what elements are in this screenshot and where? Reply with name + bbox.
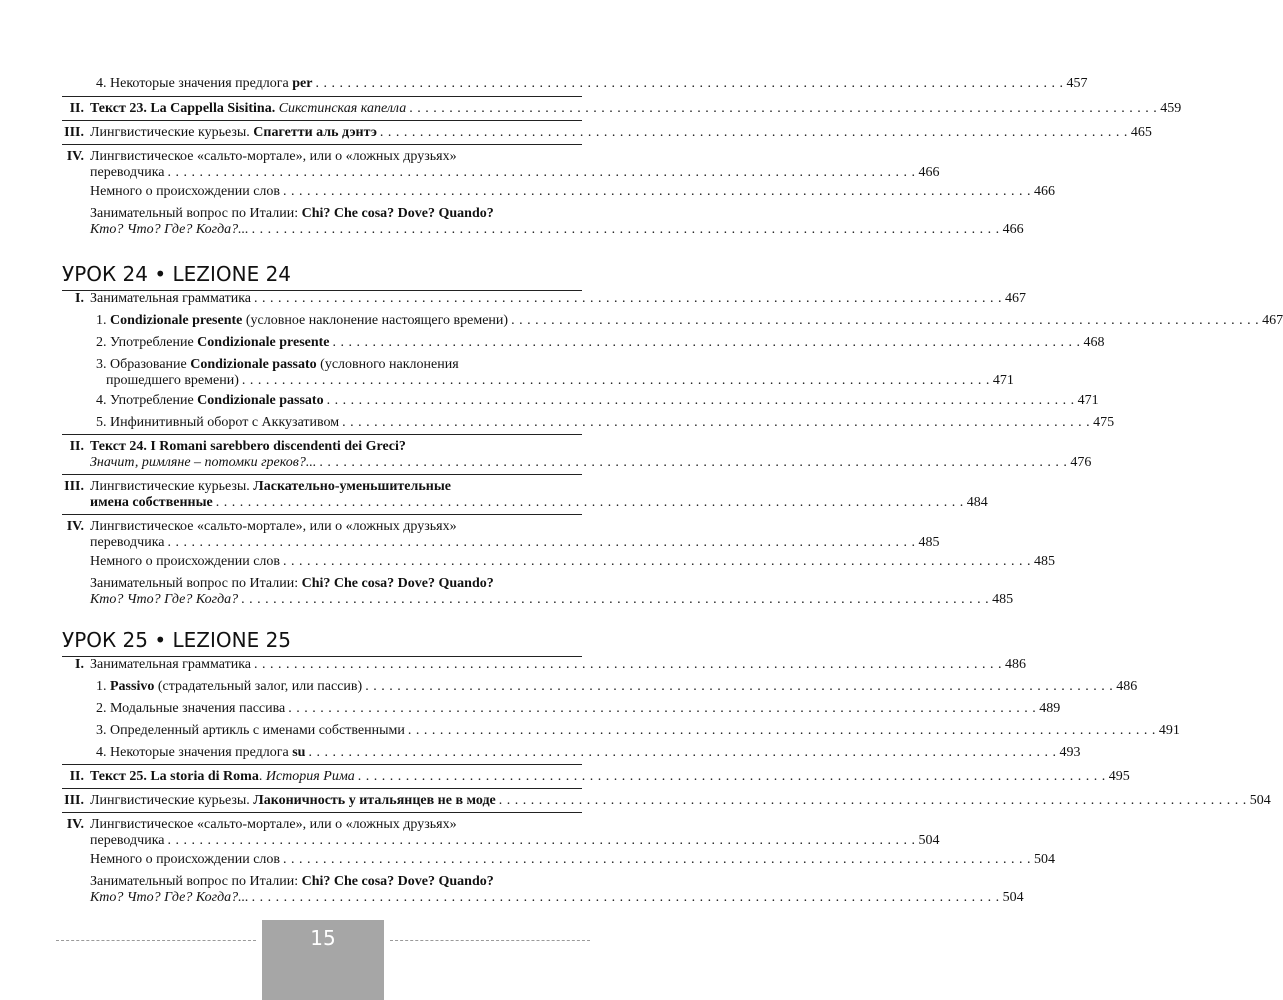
- page-ref: 467: [1262, 313, 1283, 328]
- page-ref: 504: [918, 833, 940, 848]
- toc-entry: IV. Лингвистическое «сальто-мортале», или о «ложных друзьях» переводчика . . . 485: [62, 514, 582, 551]
- page-ref: 457: [1066, 76, 1088, 91]
- toc-entry: 4. Некоторые значения предлога per . . . 457: [62, 76, 582, 92]
- toc-entry: III. Лингвистические курьезы. Ласкательно-уменьшительные имена собственные . . . 484: [62, 474, 582, 511]
- toc-entry: 3. Образование Condizionale passato (условного наклонения прошедшего времени) . . . 471: [62, 357, 582, 389]
- toc-entry: 1. Passivo (страдательный залог, или пассив) . . . 486: [62, 679, 582, 695]
- toc-entry: II. Текст 24. I Romani sarebbero discendenti dei Greci? Значит, римляне – потомки греков?... . . . 476: [62, 434, 582, 471]
- toc-entry: 4. Некоторые значения предлога su . . . 493: [62, 745, 582, 761]
- page-ref: 459: [1160, 101, 1182, 116]
- page-ref: 467: [1005, 291, 1027, 306]
- page-ref: 493: [1059, 745, 1081, 760]
- page-number-box: [262, 920, 384, 1000]
- toc-entry: Занимательный вопрос по Италии: Chi? Che cosa? Dove? Quando? Кто? Что? Где? Когда? . . . 485: [62, 576, 582, 608]
- page-ref: 491: [1158, 723, 1180, 738]
- page-ref: 475: [1093, 415, 1115, 430]
- page-ref: 466: [1002, 222, 1024, 237]
- page-ref: 504: [1002, 890, 1024, 905]
- page-ref: 485: [992, 592, 1014, 607]
- page-ref: 486: [1116, 679, 1138, 694]
- page-ref: 495: [1108, 769, 1130, 784]
- toc-entry: II. Текст 23. La Cappella Sisitina. Сикстинская капелла . . . 459: [62, 96, 582, 117]
- page-ref: 485: [918, 535, 940, 550]
- page-ref: 471: [1077, 393, 1099, 408]
- toc-entry: Занимательный вопрос по Италии: Chi? Che cosa? Dove? Quando? Кто? Что? Где? Когда?... . . . 466: [62, 206, 582, 238]
- page-number: 15: [310, 926, 336, 950]
- toc-entry: 2. Употребление Condizionale presente . . . 468: [62, 335, 582, 351]
- toc-entry: Немного о происхождении слов . . . 466: [62, 184, 582, 200]
- page-ref: 486: [1005, 657, 1027, 672]
- lesson-title: УРОК 25 • LEZIONE 25: [62, 628, 582, 657]
- toc-entry: III. Лингвистические курьезы. Спагетти аль дэнтэ . . . 465: [62, 120, 582, 141]
- toc-entry: Немного о происхождении слов . . . 504: [62, 852, 582, 868]
- page-ref: 468: [1083, 335, 1105, 350]
- toc-entry: Занимательный вопрос по Италии: Chi? Che cosa? Dove? Quando? Кто? Что? Где? Когда?... . . . 504: [62, 874, 582, 906]
- toc-entry: Немного о происхождении слов . . . 485: [62, 554, 582, 570]
- page-ref: 476: [1070, 455, 1092, 470]
- footer-divider-left: [56, 940, 256, 941]
- page-ref: 466: [918, 165, 940, 180]
- toc-entry: IV. Лингвистическое «сальто-мортале», или о «ложных друзьях» переводчика . . . 504: [62, 812, 582, 849]
- page-ref: 504: [1034, 852, 1055, 867]
- page-ref: 466: [1034, 184, 1055, 199]
- toc-entry: 1. Condizionale presente (условное наклонение настоящего времени) . . . 467: [62, 313, 582, 329]
- page-ref: 504: [1249, 793, 1271, 808]
- toc-entry: 3. Определенный артикль с именами собственными . . . 491: [62, 723, 582, 739]
- page-ref: 484: [966, 495, 988, 510]
- page-ref: 465: [1130, 125, 1152, 140]
- page-ref: 489: [1039, 701, 1061, 716]
- toc-entry: 5. Инфинитивный оборот с Аккузативом . . . 475: [62, 415, 582, 431]
- toc-entry: 4. Употребление Condizionale passato . . . 471: [62, 393, 582, 409]
- lesson-title: УРОК 24 • LEZIONE 24: [62, 262, 582, 291]
- toc-entry: 2. Модальные значения пассива . . . 489: [62, 701, 582, 717]
- toc-entry: I. Занимательная грамматика . . . 467: [62, 291, 582, 307]
- toc-entry: I. Занимательная грамматика . . . 486: [62, 657, 582, 673]
- page-ref: 471: [992, 373, 1014, 388]
- toc-entry: IV. Лингвистическое «сальто-мортале», или о «ложных друзьях» переводчика . . . 466: [62, 144, 582, 181]
- page-ref: 485: [1034, 554, 1055, 569]
- toc-entry: III. Лингвистические курьезы. Лаконичность у итальянцев не в моде . . . 504: [62, 788, 582, 809]
- footer-divider-right: [390, 940, 590, 941]
- toc-entry: II. Текст 25. La storia di Roma. История Рима . . . 495: [62, 764, 582, 785]
